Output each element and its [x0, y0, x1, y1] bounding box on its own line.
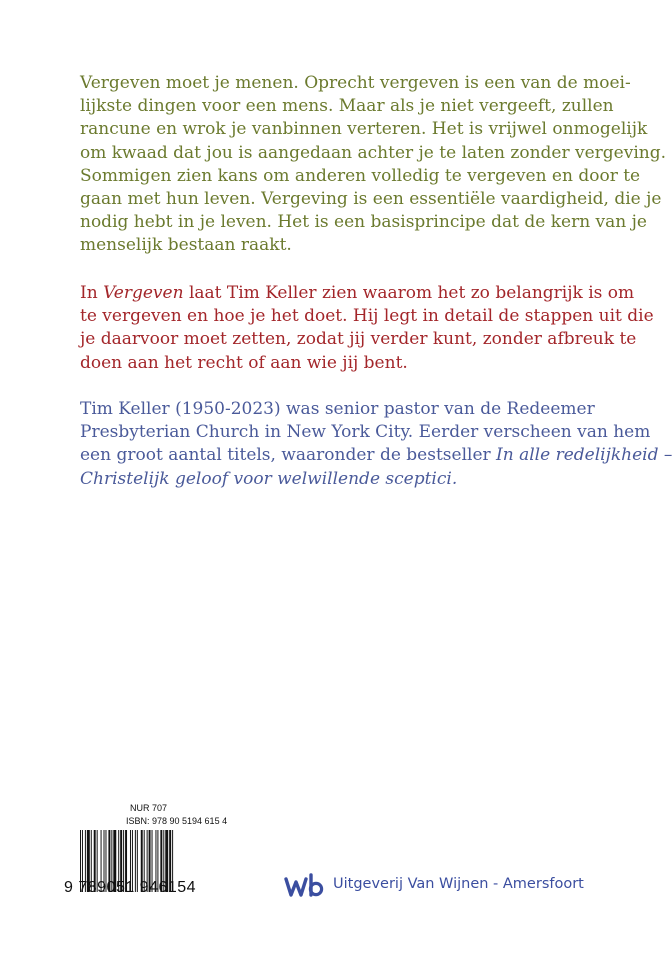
- blurb-line: gaan met hun leven. Vergeving is een essentiële vaardigheid, die je: [80, 189, 662, 210]
- bio-line: Presbyterian Church in New York City. Eerder verscheen van hem: [80, 422, 651, 443]
- blurb-line: menselijk bestaan raakt.: [80, 235, 292, 256]
- publisher-logo: [284, 873, 324, 899]
- blurb-line: lijkste dingen voor een mens. Maar als je niet vergeeft, zullen: [80, 96, 614, 117]
- other-book-title: In alle redelijkheid –: [496, 445, 672, 466]
- bio-line: [80, 444, 672, 467]
- blurb-line: Sommigen zien kans om anderen volledig te vergeven en door te: [80, 165, 641, 186]
- blurb-line: doen aan het recht of aan wie jij bent.: [80, 352, 408, 373]
- text-fragment: laat Tim Keller zien waarom het zo belangrijk is om: [183, 283, 635, 303]
- barcode-digits: 9 789051 946154: [64, 879, 197, 896]
- blurb-line: [80, 282, 635, 305]
- text-fragment: In: [80, 283, 104, 303]
- blurb-line: je daarvoor moet zetten, zodat jij verder kunt, zonder afbreuk te: [80, 329, 637, 350]
- blurb-line: om kwaad dat jou is aangedaan achter je te laten zonder vergeving.: [80, 142, 667, 163]
- blurb-line: te vergeven en hoe je het doet. Hij legt in detail de stappen uit die: [80, 306, 654, 327]
- publisher-name: Uitgeverij Van Wijnen - Amersfoort: [333, 876, 584, 892]
- other-book-subtitle: Christelijk geloof voor welwillende sceptici.: [80, 468, 458, 489]
- blurb-paragraph-1: [80, 72, 667, 258]
- nur-code: NUR 707: [130, 803, 168, 813]
- blurb-line: rancune en wrok je vanbinnen verteren. Het is vrijwel onmogelijk: [80, 119, 648, 140]
- text-fragment: een groot aantal titels, waaronder de bestseller: [80, 445, 497, 466]
- isbn-number: ISBN: 978 90 5194 615 4: [126, 816, 228, 826]
- blurb-line: nodig hebt in je leven. Het is een basisprincipe dat de kern van je: [80, 212, 647, 233]
- book-title: Vergeven: [103, 283, 184, 303]
- author-bio: [80, 398, 672, 491]
- blurb-line: Vergeven moet je menen. Oprecht vergeven is een van de moei-: [80, 73, 631, 93]
- blurb-paragraph-2: [80, 282, 654, 375]
- bio-line: Tim Keller (1950-2023) was senior pastor van de Redeemer: [80, 399, 595, 419]
